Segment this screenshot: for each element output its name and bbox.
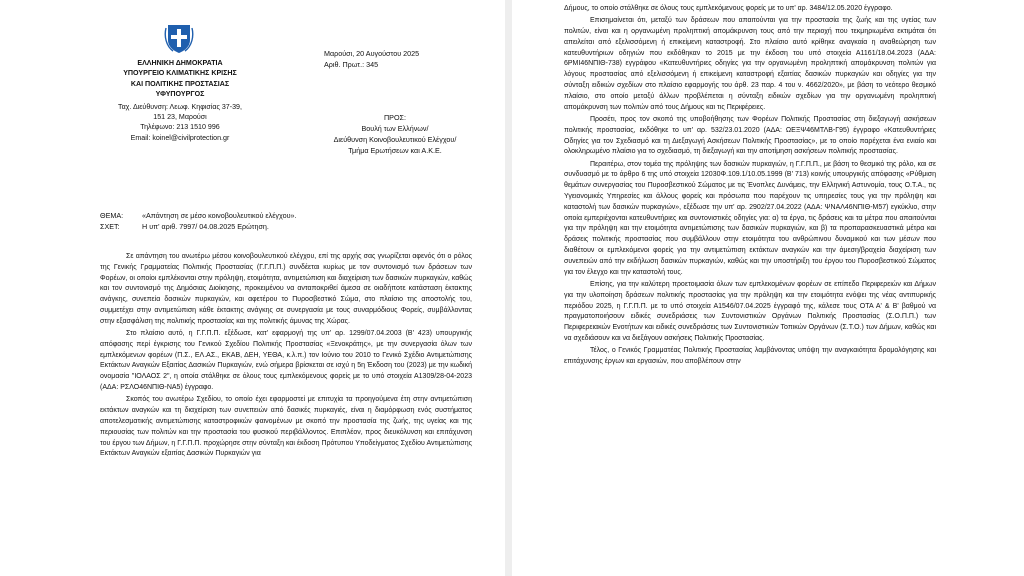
greek-coat-of-arms-icon: [164, 22, 194, 54]
body-paragraph: Προσέτι, προς τον σκοπό της υποβοήθησης των Φορέων Πολιτικής Προστασίας στη διεξαγωγή ασκήσεων πολιτικής προστασίας, εκδόθηκε το υπ' αρ. 532/23.01.2020 (ΑΔΑ: ΩΕΞΨ46ΜΤΛΒ-Γ95) έγγραφο «Κατευθυντήριες Οδηγίες για τον Σχεδιασμό και τη Διεξαγωγή Ασκήσεων Πολιτικής Προστασίας», με το οποίο παρέχεται ένα ενιαίο και ολοκληρωμένο πλαίσιο για το σχεδιασμό, τη διεξαγωγή και την αποτίμηση ασκήσεων πολιτικής προστασίας.: [564, 115, 936, 156]
body-paragraph: Στο πλαίσιο αυτό, η Γ.Γ.Π.Π. εξέδωσε, κατ' εφαρμογή της υπ' αρ. 1299/07.04.2003 (Β' 423) υπουργικής απόφασης περί έγκρισης του Γενικού Σχεδίου Πολιτικής Προστασίας «Ξενοκράτης», με την συνεργασία όλων των εμπλεκόμενων φορέων (Π.Σ., ΕΛ.ΑΣ., ΕΚΑΒ, ΔΕΗ, ΥΕΘΑ, κ.λ.π.) τον Ιούνιο του 2010 το Γενικό Σχέδιο Αντιμετώπισης Εκτάκτων Αναγκών Εξαιτίας Δασικών Πυρκαγιών, ενώ σήμερα βρίσκεται σε ισχύ η 5η Έκδοση του (2023) με την κωδική ονομασία "ΙΟΛΑΟΣ 2", η οποία στάλθηκε σε όλους τους εμπλεκόμενους φορείς με το υπό στοιχεία Α1309/28-04-2023 (ΑΔΑ: ΡΣΛΟ46ΝΠΙΘ-ΝΑ5) έγγραφο.: [100, 330, 472, 392]
reference-row: [100, 221, 490, 232]
contact-phone: Τηλέφωνο: 213 1510 996: [140, 123, 220, 132]
body-paragraph: Περαιτέρω, στον τομέα της πρόληψης των δασικών πυρκαγιών, η Γ.Γ.Π.Π., με βάση το θεσμικό της ρόλο, και σε συνδυασμό με το άρθρο 6 της υπό στοιχεία 12030Φ.109.1/10.05.1999 (Β' 713) κοινής υπουργικής απόφασης «Ρύθμιση θεμάτων συνεργασίας του Πυροσβεστικού Σώματος με τις Ένοπλες Δυνάμεις, την Ελληνική Αστυνομία, τους Ο.Τ.Α., τις Υγειονομικές Υπηρεσίες και άλλους φορείς και πρόσωπα που παρέχουν τις υπηρεσίες τους για την πρόληψη και καταστολή των δασικών πυρκαγιών», εξέδωσε την υπ' αρ. 2902/27.04.2022 (ΑΔΑ: ΨΝΑΛ46ΝΠΙΘ-Μ57) εγκύκλιο, στην οποία εμπεριέχονται κατευθυντήριες και συντονιστικές οδηγίες για: α) τα έργα, τις δράσεις και τα μέτρα που απαιτούνται για την πρόληψη και την ετοιμότητα αντιμετώπισης των δασικών πυρκαγιών, και β) τα προπαρασκευαστικά μέτρα και δράσεις πολιτικής προστασίας που συμβάλλουν στην ετοιμότητα του ανθρώπινου δυναμικού και των μέσων που διαθέτουν οι εμπλεκόμενοι φορείς για την αντιμετώπιση εκτάκτων αναγκών και την άμεση/βραχεία διαχείριση των συνεπειών από την εκδήλωση δασικών πυρκαγιών, καθώς και την υποστήριξη του έργου του Πυροσβεστικού Σώματος για τον έλεγχο και την καταστολή τους.: [564, 160, 936, 276]
body-text-left: [100, 252, 472, 462]
body-paragraph: Δήμους, το οποίο στάλθηκε σε όλους τους εμπλεκόμενους φορείς με το υπ' αρ. 3484/12.05.2020 έγγραφο.: [564, 5, 893, 12]
body-text-right: [564, 4, 936, 369]
contact-info: [64, 102, 296, 144]
page-gutter: [505, 0, 512, 576]
recipient-block: [300, 112, 490, 156]
subject-row: [100, 210, 490, 221]
recipient-line: Βουλή των Ελλήνων/: [361, 124, 429, 133]
reference-text: Η υπ' αριθ. 7997/ 04.08.2025 Ερώτηση.: [142, 222, 269, 232]
protocol-number: Αριθ. Πρωτ.: 345: [324, 60, 379, 69]
reference-label: ΣΧΕΤ:: [100, 222, 120, 232]
letter-page-1: [0, 0, 505, 576]
document-date: Μαρούσι, 20 Αυγούστου 2025: [324, 49, 420, 58]
letterhead-line: ΕΛΛΗΝΙΚΗ ΔΗΜΟΚΡΑΤΙΑ: [137, 59, 223, 67]
contact-email: Email: koinel@civilprotection.gr: [130, 133, 230, 142]
subject-block: [100, 210, 490, 233]
subject-text: «Απάντηση σε μέσο κοινοβουλευτικού ελέγχου».: [142, 211, 297, 220]
letterhead-line: ΚΑΙ ΠΟΛΙΤΙΚΗΣ ΠΡΟΣΤΑΣΙΑΣ: [130, 79, 230, 88]
body-paragraph: Επίσης, για την καλύτερη προετοιμασία όλων των εμπλεκομένων φορέων σε επίπεδο Περιφερειών και Δήμων για την υλοποίηση δράσεων πολιτικής προστασίας για την πρόληψη και την ετοιμότητα ενόψει της νέας αντιπυρικής περιόδου 2025, η Γ.Γ.Π.Π. με το υπό στοιχεία Α1546/07.04.2025 έγγραφό της, κάλεσε τους ΟΤΑ Α' & Β' βαθμού να πραγματοποιήσουν ειδικές συνεδριάσεις των Συντονιστικών Οργάνων Πολιτικής Προστασίας (Σ.Ο.Π.Π.) των Περιφερειακών Ενοτήτων και ειδικές συνεδριάσεις των Συντονιστικών Τοπικών Οργάνων (Σ.Τ.Ο.) των Δήμων, καθώς και να σχεδιάσουν και να διεξάγουν ασκήσεις Πολιτικής Προστασίας.: [564, 280, 936, 342]
letterhead-line: ΥΠΟΥΡΓΕΙΟ ΚΛΙΜΑΤΙΚΗΣ ΚΡΙΣΗΣ: [123, 69, 237, 78]
letterhead-line: ΥΦΥΠΟΥΡΓΟΣ: [155, 90, 205, 99]
subject-label: ΘΕΜΑ:: [100, 211, 124, 220]
contact-postcode: 151 23, Μαρούσι: [153, 113, 207, 122]
body-paragraph: Σκοπός του ανωτέρω Σχεδίου, το οποίο έχει εφαρμοστεί με επιτυχία τα προηγούμενα έτη στην αντιμετώπιση εκτάκτων αναγκών και τη διαχείριση των συνεπειών από δασικές πυρκαγιές, είναι η διαμόρφωση ενός συστήματος αποτελεσματικής αντιμετώπισης καταστροφικών φαινομένων με σκοπό την προστασία της ζωής, της υγείας και της περιουσίας των πολιτών και την προστασία του φυσικού περιβάλλοντος. Επιπλέον, προς διευκόλυνση και επιτάχυνση του έργου των Δήμων, η Γ.Γ.Π.Π. προχώρησε στην σύνταξη και έκδοση Πρότυπου Υποδείγματος Σχεδίου Αντιμετώπισης Εκτάκτων Αναγκών εξαιτίας Δασικών Πυρκαγιών για: [100, 396, 472, 458]
body-paragraph: Σε απάντηση του ανωτέρω μέσου κοινοβουλευτικού ελέγχου, επί της αρχής σας γνωρίζεται αφενός ότι ο ρόλος της Γενικής Γραμματείας Πολιτικής Προστασίας (Γ.Γ.Π.Π.) συνδέεται κυρίως με τον συντονισμό των δράσεων των Φορέων, οι οποίοι εμπλέκονται στην πρόληψη, ετοιμότητα, αντιμετώπιση και διαχείριση των δασικών πυρκαγιών, καθώς και τον συντονισμό της Δημόσιας Διοίκησης, προκειμένου να ανταποκριθεί άμεσα σε οιαδήποτε κατάσταση έκτακτης ανάγκης, συνεπεία δασικών πυρκαγιών, και αφετέρου το Πυροσβεστικό Σώμα, στο πλαίσιο της αποστολής του, συμμετέχει στην αντιμετώπιση κάθε έκτακτης ανάγκης σε συνεργασία με τους συναρμόδιους Φορείς, συμβάλλοντας στην εξασφάλιση της πολιτικής προστασίας και της πολιτικής άμυνας της Χώρας.: [100, 253, 472, 325]
document-meta: [324, 48, 474, 70]
recipient-heading: ΠΡΟΣ:: [383, 113, 406, 122]
contact-address: Ταχ. Διεύθυνση: Λεωφ. Κηφισίας 37-39,: [118, 102, 242, 111]
letterhead: [64, 58, 296, 143]
recipient-line: Διεύθυνση Κοινοβουλευτικού Ελέγχου/: [333, 135, 457, 144]
body-paragraph: Τέλος, ο Γενικός Γραμματέας Πολιτικής Προστασίας λαμβάνοντας υπόψη την αναγκαιότητα δρομολόγησης και επιτάχυνσης έργων και εργασιών, που αποβλέπουν στην: [564, 347, 936, 365]
recipient-line: Τμήμα Ερωτήσεων και Α.Κ.Ε.: [348, 146, 442, 155]
body-paragraph: Επισημαίνεται ότι, μεταξύ των δράσεων που απαιτούνται για την προστασία της ζωής και της υγείας των πολιτών, είναι και η οργανωμένη προληπτική απομάκρυνση τους από την περιοχή που τεκμηριωμένα εκτιμάται ότι απειλείται από εξελισσόμενη ή επικείμενη καταστροφή. Στο πλαίσιο αυτό κρίθηκε αναγκαία η αναθεώρηση των κατευθυντήριων οδηγιών που εκδόθηκαν το 2015 με την έκδοση του υπό στοιχεία Α1161/18.04.2023 (ΑΔΑ: 6ΡΜΙ46ΝΠΙΘ-738) εγγράφου «Κατευθυντήριες οδηγίες για την οργανωμένη προληπτική απομάκρυνση πολιτών για λόγους προστασίας από εξελισσόμενη ή επικείμενη καταστροφή εξαιτίας δασικών πυρκαγιών και οδηγίες για την σύνταξη ειδικών σχεδίων στο πλαίσιο εφαρμογής του άρθ. 23 παρ. 4 του ν. 4662/2020», με βάση το νεότερο θεσμικό πλαίσιο, στο οποίο μεταξύ άλλων προβλέπεται η σύνταξη ειδικών σχεδίων για την οργανωμένη προληπτική απομάκρυνση των πολιτών από τους Δήμους και τις Περιφέρειες.: [564, 17, 936, 111]
